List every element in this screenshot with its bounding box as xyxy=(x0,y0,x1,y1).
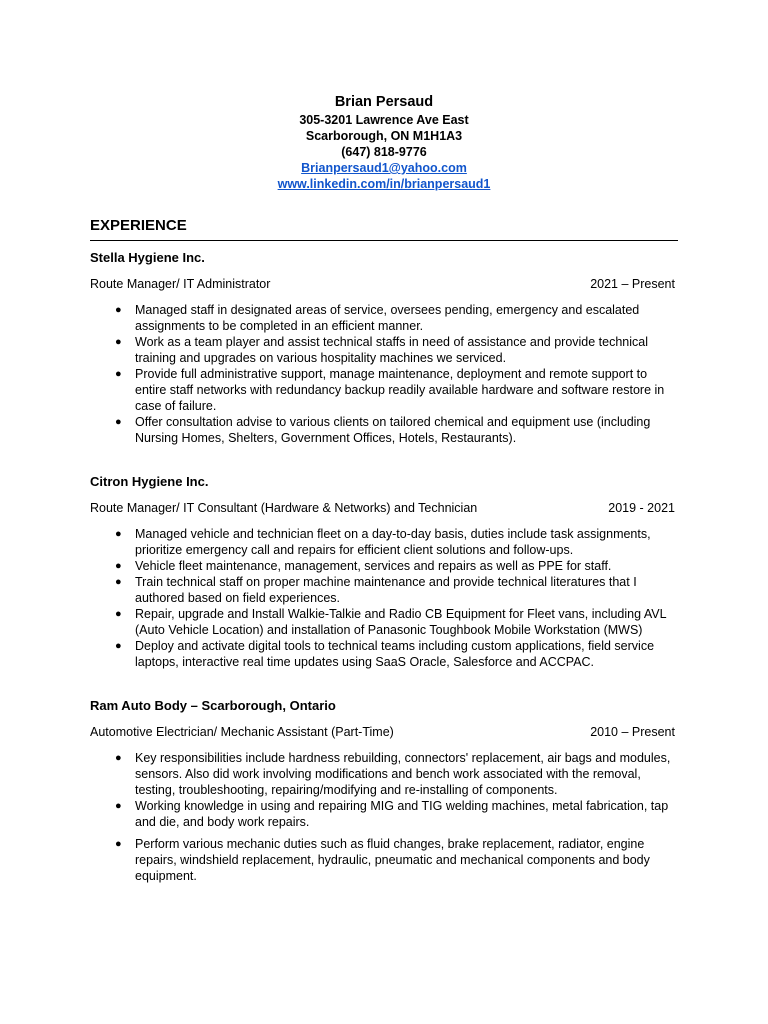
linkedin-link[interactable]: www.linkedin.com/in/brianpersaud1 xyxy=(277,177,491,191)
job-bullet-list xyxy=(90,526,678,670)
bullet-text: Vehicle fleet maintenance, management, services and repairs as well as PPE for staff. xyxy=(135,559,612,573)
list-item xyxy=(90,414,678,446)
resume-header xyxy=(0,93,768,192)
list-item xyxy=(90,638,678,670)
job-role: Route Manager/ IT Administrator xyxy=(90,277,271,291)
bullet-text: Train technical staff on proper machine maintenance and provide technical literatures that I authored based on field experiences. xyxy=(135,575,637,605)
bullet-text: Provide full administrative support, manage maintenance, deployment and remote support to entire staff networks with redundancy backup readily available hardware and software restore in case of failure. xyxy=(135,367,665,413)
bullet-icon: ● xyxy=(115,528,122,540)
bullet-icon: ● xyxy=(115,640,122,652)
bullet-text: Work as a team player and assist technical staffs in need of assistance and provide technical training and upgrades on various hospitality machines we serviced. xyxy=(135,335,649,365)
job-dates: 2019 - 2021 xyxy=(608,501,675,515)
list-item xyxy=(90,366,678,414)
bullet-icon: ● xyxy=(115,838,122,850)
job-entry xyxy=(90,473,678,670)
list-item xyxy=(90,798,678,830)
bullet-text: Repair, upgrade and Install Walkie-Talkie and Radio CB Equipment for Fleet vans, including AVL (Auto Vehicle Location) and installation of Panasonic Toughbook Mobile Workstation (MWS) xyxy=(135,607,667,637)
job-role-row xyxy=(90,500,678,516)
list-item xyxy=(90,750,678,798)
bullet-icon: ● xyxy=(115,416,122,428)
address-line-2: Scarborough, ON M1H1A3 xyxy=(305,129,463,143)
bullet-text: Key responsibilities include hardness rebuilding, connectors' replacement, air bags and modules, sensors. Also did work involving modifications and bench work associated with the removal, testing, troubleshooting, repairing/modifying and re-installing of components. xyxy=(135,751,671,797)
job-dates: 2010 – Present xyxy=(590,725,675,739)
job-company: Stella Hygiene Inc. xyxy=(90,250,205,265)
bullet-icon: ● xyxy=(115,304,122,316)
job-role: Automotive Electrician/ Mechanic Assistant (Part-Time) xyxy=(90,725,394,739)
bullet-text: Managed vehicle and technician fleet on a day-to-day basis, duties include task assignments, prioritize emergency call and repairs for efficient client solutions and follow-ups. xyxy=(135,527,651,557)
bullet-icon: ● xyxy=(115,800,122,812)
bullet-text: Working knowledge in using and repairing MIG and TIG welding machines, metal fabrication, tap and die, and body work repairs. xyxy=(135,799,669,829)
bullet-text: Offer consultation advise to various clients on tailored chemical and equipment use (including Nursing Homes, Shelters, Government Offices, Hotels, Restaurants). xyxy=(135,415,651,445)
phone-number: (647) 818-9776 xyxy=(341,145,427,159)
email-link[interactable]: Brianpersaud1@yahoo.com xyxy=(301,161,467,175)
job-company: Ram Auto Body – Scarborough, Ontario xyxy=(90,698,336,713)
job-bullet-list xyxy=(90,750,678,884)
address-line-1: 305-3201 Lawrence Ave East xyxy=(299,113,469,127)
list-item xyxy=(90,606,678,638)
list-item xyxy=(90,302,678,334)
job-role-row xyxy=(90,276,678,292)
list-item xyxy=(90,526,678,558)
bullet-icon: ● xyxy=(115,752,122,764)
list-item xyxy=(90,558,678,574)
list-item xyxy=(90,334,678,366)
list-item xyxy=(90,574,678,606)
job-entry xyxy=(90,249,678,446)
bullet-icon: ● xyxy=(115,608,122,620)
bullet-text: Deploy and activate digital tools to technical teams including custom applications, field service laptops, interactive real time updates using SaaS Oracle, Salesforce and ACCPAC. xyxy=(135,639,655,669)
job-dates: 2021 – Present xyxy=(590,277,675,291)
job-bullet-list xyxy=(90,302,678,446)
job-company: Citron Hygiene Inc. xyxy=(90,474,209,489)
bullet-icon: ● xyxy=(115,576,122,588)
bullet-text: Managed staff in designated areas of service, oversees pending, emergency and escalated assignments to be completed in an efficient manner. xyxy=(135,303,640,333)
bullet-icon: ● xyxy=(115,560,122,572)
job-entry xyxy=(90,697,678,884)
candidate-name: Brian Persaud xyxy=(334,94,434,110)
job-role-row xyxy=(90,724,678,740)
bullet-icon: ● xyxy=(115,368,122,380)
list-item xyxy=(90,836,678,884)
section-title-experience: EXPERIENCE xyxy=(90,216,678,241)
bullet-text: Perform various mechanic duties such as fluid changes, brake replacement, radiator, engine repairs, windshield replacement, hydraulic, pneumatic and mechanical components and body equipment. xyxy=(135,837,650,883)
job-role: Route Manager/ IT Consultant (Hardware & Networks) and Technician xyxy=(90,501,478,515)
bullet-icon: ● xyxy=(115,336,122,348)
